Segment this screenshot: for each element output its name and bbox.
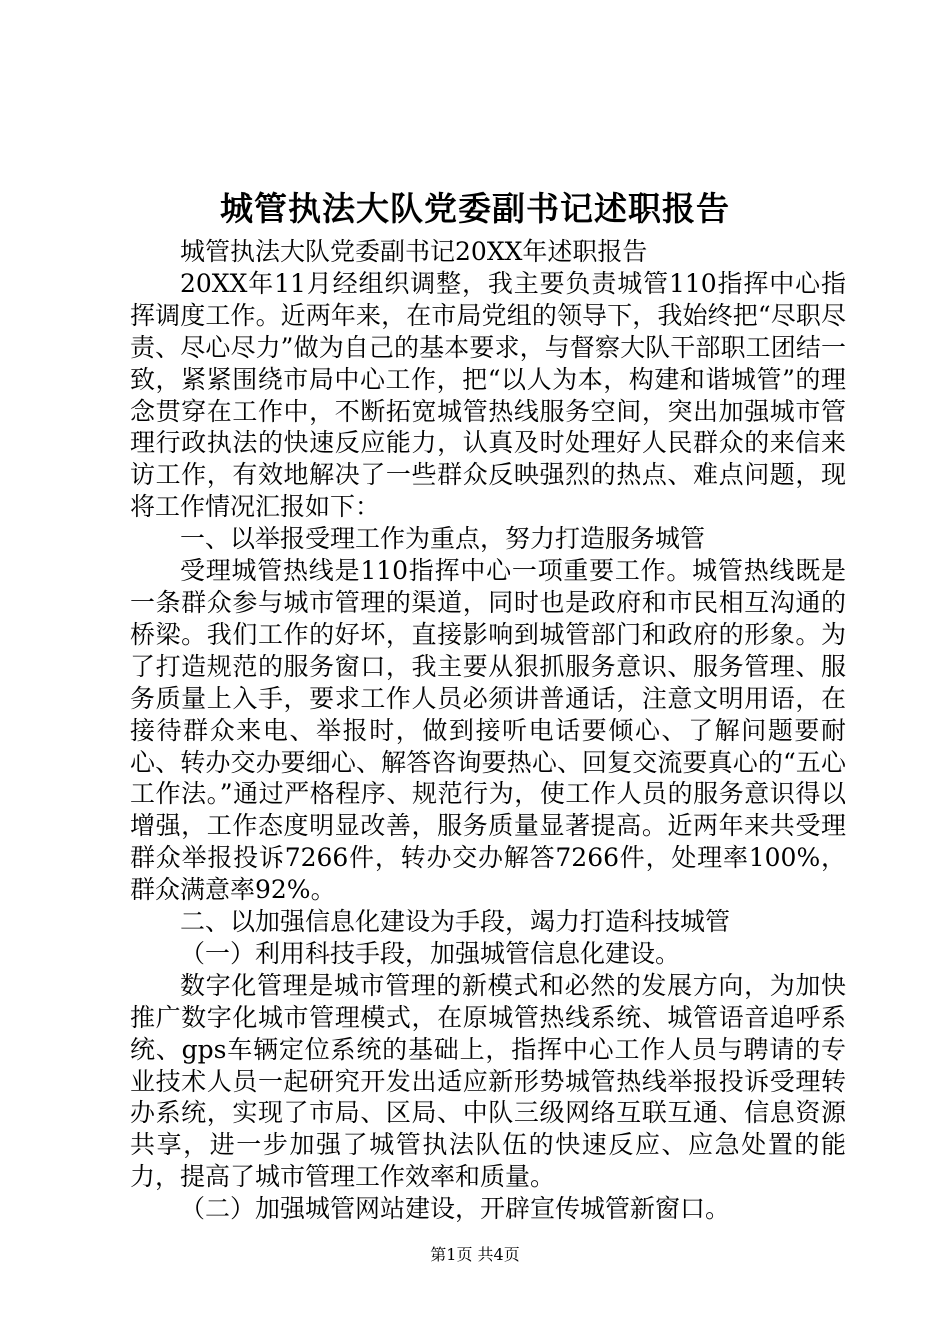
subsection-heading-2-2: （二）加强城管网站建设，开辟宣传城管新窗口。: [180, 1194, 731, 1224]
section-heading-1: 一、以举报受理工作为重点，努力打造服务城管: [180, 524, 706, 554]
intro-paragraph: 20XX年11月经组织调整，我主要负责城管110指挥中心指挥调度工作。近两年来，在市局党组的领导下，我始终把“尽职尽责、尽心尽力”做为自己的基本要求，与督察大队干部职工团结一致，紧紧围绕市局中心工作，把“以人为本，构建和谐城管”的理念贯穿在工作中，不断拓宽城管热线服务空间，突出加强城市管理行政执法的快速反应能力，认真及时处理好人民群众的来信来访工作，有效地解决了一些群众反映强烈的热点、难点问题，现将工作情况汇报如下：: [130, 268, 846, 522]
page-footer: [0, 1243, 950, 1267]
subsection-2-1-paragraph: 数字化管理是城市管理的新模式和必然的发展方向，为加快推广数字化城市管理模式，在原城管热线系统、城管语音追呼系统、gps车辆定位系统的基础上，指挥中心工作人员与聘请的专业技术人员一起研究开发出适应新形势城管热线举报投诉受理转办系统，实现了市局、区局、中队三级网络互联互通、信息资源共享，进一步加强了城管执法队伍的快速反应、应急处置的能力，提高了城市管理工作效率和质量。: [130, 970, 846, 1192]
subsection-heading-2-1: （一）利用科技手段，加强城管信息化建设。: [180, 938, 681, 968]
document-title: 城管执法大队党委副书记述职报告: [220, 189, 730, 228]
section-1-paragraph: 受理城管热线是110指挥中心一项重要工作。城管热线既是一条群众参与城市管理的渠道，同时也是政府和市民相互沟通的桥梁。我们工作的好坏，直接影响到城管部门和政府的形象。为了打造规范的服务窗口，我主要从狠抓服务意识、服务管理、服务质量上入手，要求工作人员必须讲普通话，注意文明用语，在接待群众来电、举报时，做到接听电话要倾心、了解问题要耐心、转办交办要细心、解答咨询要热心、回复交流要真心的“五心工作法。”通过严格程序、规范行为，使工作人员的服务意识得以增强，工作态度明显改善，服务质量显著提高。近两年来共受理群众举报投诉7266件，转办交办解答7266件，处理率100%，群众满意率92%。: [130, 556, 846, 905]
report-subtitle: 城管执法大队党委副书记20XX年述职报告: [180, 237, 648, 266]
page-indicator: 第1页 共4页: [430, 1245, 520, 1264]
section-heading-2: 二、以加强信息化建设为手段，竭力打造科技城管: [180, 907, 731, 937]
document-body: [130, 236, 846, 1225]
